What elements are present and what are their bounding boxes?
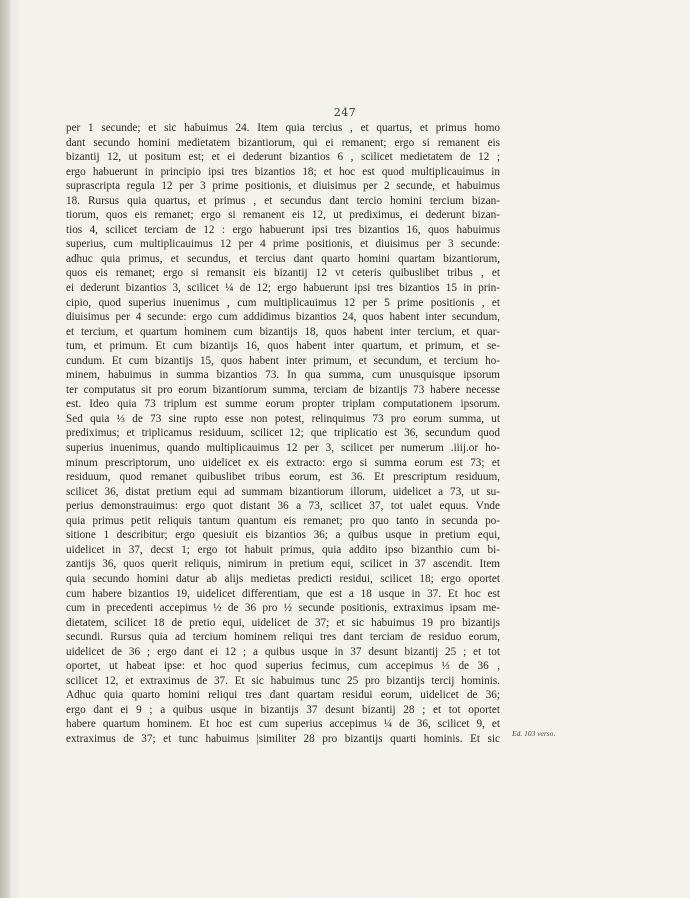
text-line: quos eis remanet; ergo si remansit eis bizantij 12 vt ceteris quibuslibet tribus , et — [66, 267, 500, 280]
text-line: secundi. Rursus quia ad tercium hominem reliqui tres dant terciam de residuo eorum, — [66, 631, 500, 644]
text-line: minum prescriptorum, uno uidelicet ex eis extracto: ergo si summa eorum est 73; et — [66, 456, 500, 469]
text-line: habere quartum hominem. Et hoc est cum superius accepimus ¼ de 36, scilicet 9, et — [66, 718, 500, 731]
text-line: est. Ideo quia 73 triplum est summe eorum propter triplam computationem ipsorum. — [66, 398, 500, 411]
text-line: cum habere bizantios 19, uidelicet differentiam, que est a 18 usque in 37. Et hoc est — [66, 587, 500, 600]
margin-note: Ed. 103 verso. — [512, 729, 556, 738]
text-line: cipio, quod superius inuenimus , cum multiplicauimus 12 per 5 prime positionis , et — [66, 296, 500, 309]
text-line: sitione 1 describitur; ergo quesiuit eis bizantios 36; a quibus usque in pretium equi, — [66, 529, 500, 542]
text-line: per 1 secunde; et sic habuimus 24. Item quia tercius , et quartus, et primus homo — [66, 122, 500, 134]
text-line: residuum, quod remanet quibuslibet tribus eorum, est 36. Et prescriptum residuum, — [66, 471, 500, 484]
text-line: adhuc quia primus, et secundus, et tercius dant quarto homini quartam bizantiorum, — [66, 252, 500, 265]
page-spine-shadow — [0, 0, 10, 898]
text-line: quia secundo homini datur ab alijs medietas predicti residui, scilicet 18; ergo oportet — [66, 572, 500, 585]
text-line: extraximus de 37; et tunc habuimus |similiter 28 pro bizantijs quarti hominis. Et sic — [66, 732, 500, 745]
text-line: quia primus petit reliquis tantum quantum eis remanet; pro quo tanto in secunda po- — [66, 514, 500, 527]
text-line: et tercium, et quartum hominem cum bizantijs 18, quos habent inter tercium, et quar- — [66, 325, 500, 338]
text-line: cum in precedenti accepimus ½ de 36 pro ½ secunde positionis, extraximus ipsam me- — [66, 602, 500, 615]
text-line: minem, habuimus in summa bizantios 73. In qua summa, cum unusquisque ipsorum — [66, 369, 500, 382]
text-line: superius inuenimus, quando multiplicauimus 12 per 3, scilicet per numerum .iiij.or ho- — [66, 442, 500, 455]
text-line: tum, et primum. Et cum bizantijs 16, quos habent inter quartum, et primum, et se- — [66, 340, 500, 353]
text-line: scilicet 12, et extraximus de 37. Et sic habuimus tunc 25 pro bizantijs tercij hominis. — [66, 674, 500, 687]
text-line: tiorum, quos eis remanet; ergo si remanent eis 12, ut prediximus, ei dederunt bizan- — [66, 209, 500, 222]
text-line: ergo habuerunt in principio ipsi tres bizantios 18; et hoc est quod multiplicauimus in — [66, 165, 500, 178]
text-line: zantijs 36, quos querit reliquis, nimirum in pretium equi, scilicet in 37 ascendit. Item — [66, 558, 500, 571]
text-line: suprascripta regula 12 per 3 prime positionis, et diuisimus per 2 secunde, et habuimus — [66, 180, 500, 193]
text-line: Sed quia ⅓ de 73 sine rupto esse non potest, relinquimus 73 pro eorum summa, ut — [66, 412, 500, 425]
text-line: ergo dant ei 9 ; a quibus usque in bizantijs 37 desunt bizantij 28 ; et tot oportet — [66, 703, 500, 716]
text-line: scilicet 36, distat pretium equi ad summam bizantiorum illorum, uidelicet a 73, ut su- — [66, 485, 500, 498]
text-line: bizantij 12, ut positum est; et ei dederunt bizantios 6 , scilicet medietatem de 12 ; — [66, 151, 500, 164]
body-text — [66, 121, 500, 747]
text-line: tios 4, scilicet terciam de 12 : ergo habuerunt ipsi tres bizantios 16, quos habuimus — [66, 223, 500, 236]
text-line: dietatem, scilicet 18 de pretio equi, uidelicet de 37; et sic habuimus 19 pro bizantijs — [66, 616, 500, 629]
page-number: 247 — [333, 106, 357, 119]
text-line: ei dederunt bizantios 3, scilicet ¼ de 12; ergo habuerunt ipsi tres bizantios 15 in prin- — [66, 282, 500, 295]
text-line: cundum. Et cum bizantijs 15, quos habent inter primum, et secundum, et tercium ho- — [66, 354, 500, 367]
text-line: diuisimus per 4 secunde: ergo cum addidimus bizantios 24, quos habent inter secundum, — [66, 311, 500, 324]
text-line: perius demonstrauimus: ergo quot distant 36 a 73, scilicet 37, tot ualet equus. Vnde — [66, 500, 500, 513]
text-line: superius, cum multiplicauimus 12 per 4 prime positionis, et diuisimus per 3 secunde: — [66, 238, 500, 251]
text-line: oportet, ut habeat ipse: et hoc quod superius fecimus, cum accepimus ⅓ de 36 , — [66, 660, 500, 673]
text-line: prediximus; et triplicamus residuum, scilicet 12; que triplicatio est 36, secundum quod — [66, 427, 500, 440]
text-line: dant secundo homini medietatem bizantiorum, qui ei remanent; ergo si remanent eis — [66, 136, 500, 149]
text-line: uidelicet in 37, decst 1; ergo tot habuit primus, quia addito ipso bizanthio cum bi- — [66, 543, 500, 556]
text-line: ter computatus sit pro eorum bizantiorum summa, terciam de bizantijs 73 habere necesse — [66, 383, 500, 396]
text-line: Adhuc quia quarto homini reliqui tres dant quartam residui eorum, uidelicet de 36; — [66, 689, 500, 702]
text-line: 18. Rursus quia quartus, et primus , et secundus dant tercio homini tercium bizan- — [66, 194, 500, 207]
text-line: uidelicet de 36 ; ergo dant ei 12 ; a quibus usque in 37 desunt bizantij 25 ; et tot — [66, 645, 500, 658]
